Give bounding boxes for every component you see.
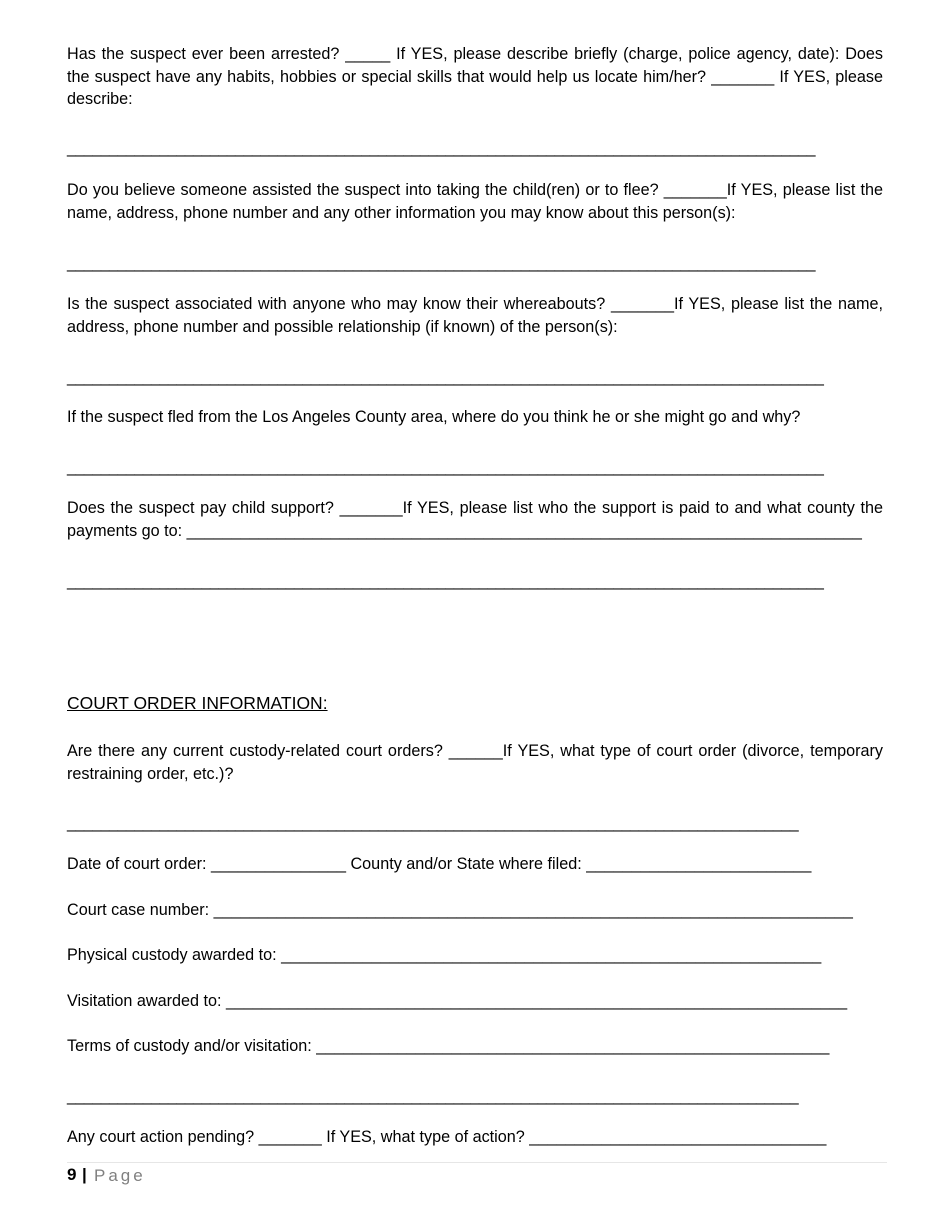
question-fled: If the suspect fled from the Los Angeles County area, where do you think he or she might go and why? <box>67 408 801 426</box>
answer-line[interactable]: _________________________________________________________________________________________ <box>67 254 815 272</box>
field-visitation[interactable]: Visitation awarded to: _____________________________________________________________________ <box>67 992 848 1010</box>
answer-line[interactable]: _________________________________________________________________________________________ <box>67 139 815 157</box>
footer-separator: | <box>82 1165 87 1184</box>
field-physical-custody[interactable]: Physical custody awarded to: ____________________________________________________________ <box>67 946 822 964</box>
section-heading-court-order: COURT ORDER INFORMATION: <box>67 693 328 713</box>
answer-line[interactable]: _______________________________________________________________________________________ <box>67 814 799 832</box>
field-court-case-number[interactable]: Court case number: _______________________________________________________________________ <box>67 901 853 919</box>
question-custody-orders: Are there any current custody-related court orders? ______If YES, what type of court order (divorce, temporary restraining order, etc.)? <box>67 742 888 783</box>
question-arrested: Has the suspect ever been arrested? _____ If YES, please describe briefly (charge, police agency, date): Does the suspect have any habits, hobbies or special skills that would help us locate him/her? _______ If YES, please describe: <box>67 45 888 108</box>
answer-line[interactable]: __________________________________________________________________________________________ <box>67 572 824 590</box>
field-date-of-court-order[interactable]: Date of court order: _______________ County and/or State where filed: _________________________ <box>67 855 812 873</box>
field-action-pending[interactable]: Any court action pending? _______ If YES, what type of action? _________________________________ <box>67 1128 827 1146</box>
field-terms-custody[interactable]: Terms of custody and/or visitation: _________________________________________________________ <box>67 1037 830 1055</box>
page-footer <box>67 1162 887 1187</box>
answer-line[interactable]: __________________________________________________________________________________________ <box>67 458 824 476</box>
question-associated: Is the suspect associated with anyone who may know their whereabouts? _______If YES, please list the name, address, phone number and possible relationship (if known) of the person(s): <box>67 295 888 336</box>
page-number: 9 <box>67 1165 77 1184</box>
question-assisted: Do you believe someone assisted the suspect into taking the child(ren) or to flee? _______If YES, please list the name, address, phone number and any other information you may know about this person(s): <box>67 181 888 222</box>
answer-line[interactable]: __________________________________________________________________________________________ <box>67 368 824 386</box>
page-label: Page <box>94 1166 146 1185</box>
answer-line[interactable]: _______________________________________________________________________________________ <box>67 1087 799 1105</box>
question-child-support: Does the suspect pay child support? _______If YES, please list who the support is paid to and what county the payments go to: ___________________________________________________________________________ <box>67 499 888 540</box>
